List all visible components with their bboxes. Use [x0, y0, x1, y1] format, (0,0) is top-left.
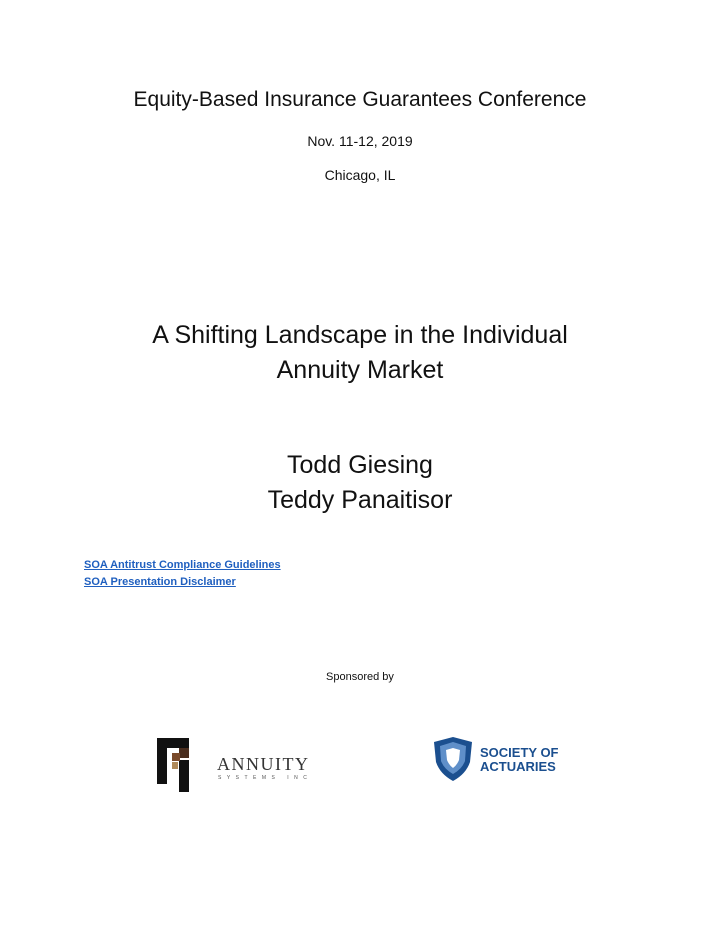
conference-title: Equity-Based Insurance Guarantees Conference [133, 88, 587, 111]
author-name: Todd Giesing [287, 451, 433, 479]
sponsored-by-label: Sponsored by [326, 671, 394, 683]
author-list [0, 448, 720, 518]
conference-location: Chicago, IL [324, 167, 396, 183]
conference-date: Nov. 11-12, 2019 [307, 133, 413, 149]
author-name: Teddy Panaitisor [267, 486, 453, 514]
presentation-title-line-1: A Shifting Landscape in the Individual [152, 321, 568, 349]
soa-logo-line-2: ACTUARIES [480, 759, 556, 774]
presentation-title-line-2: Annuity Market [276, 356, 444, 384]
presentation-title [0, 318, 720, 388]
guideline-links [84, 557, 281, 590]
soa-logo-line-1: SOCIETY OF [480, 745, 559, 760]
soa-shield-logo-icon [432, 736, 572, 782]
antitrust-guidelines-link[interactable]: SOA Antitrust Compliance Guidelines [84, 559, 281, 571]
annuity-logo-name: ANNUITY [217, 754, 310, 774]
annuity-systems-logo-icon [155, 736, 315, 794]
annuity-logo-subtitle: SYSTEMS INC [218, 775, 313, 781]
presentation-disclaimer-link[interactable]: SOA Presentation Disclaimer [84, 575, 236, 588]
